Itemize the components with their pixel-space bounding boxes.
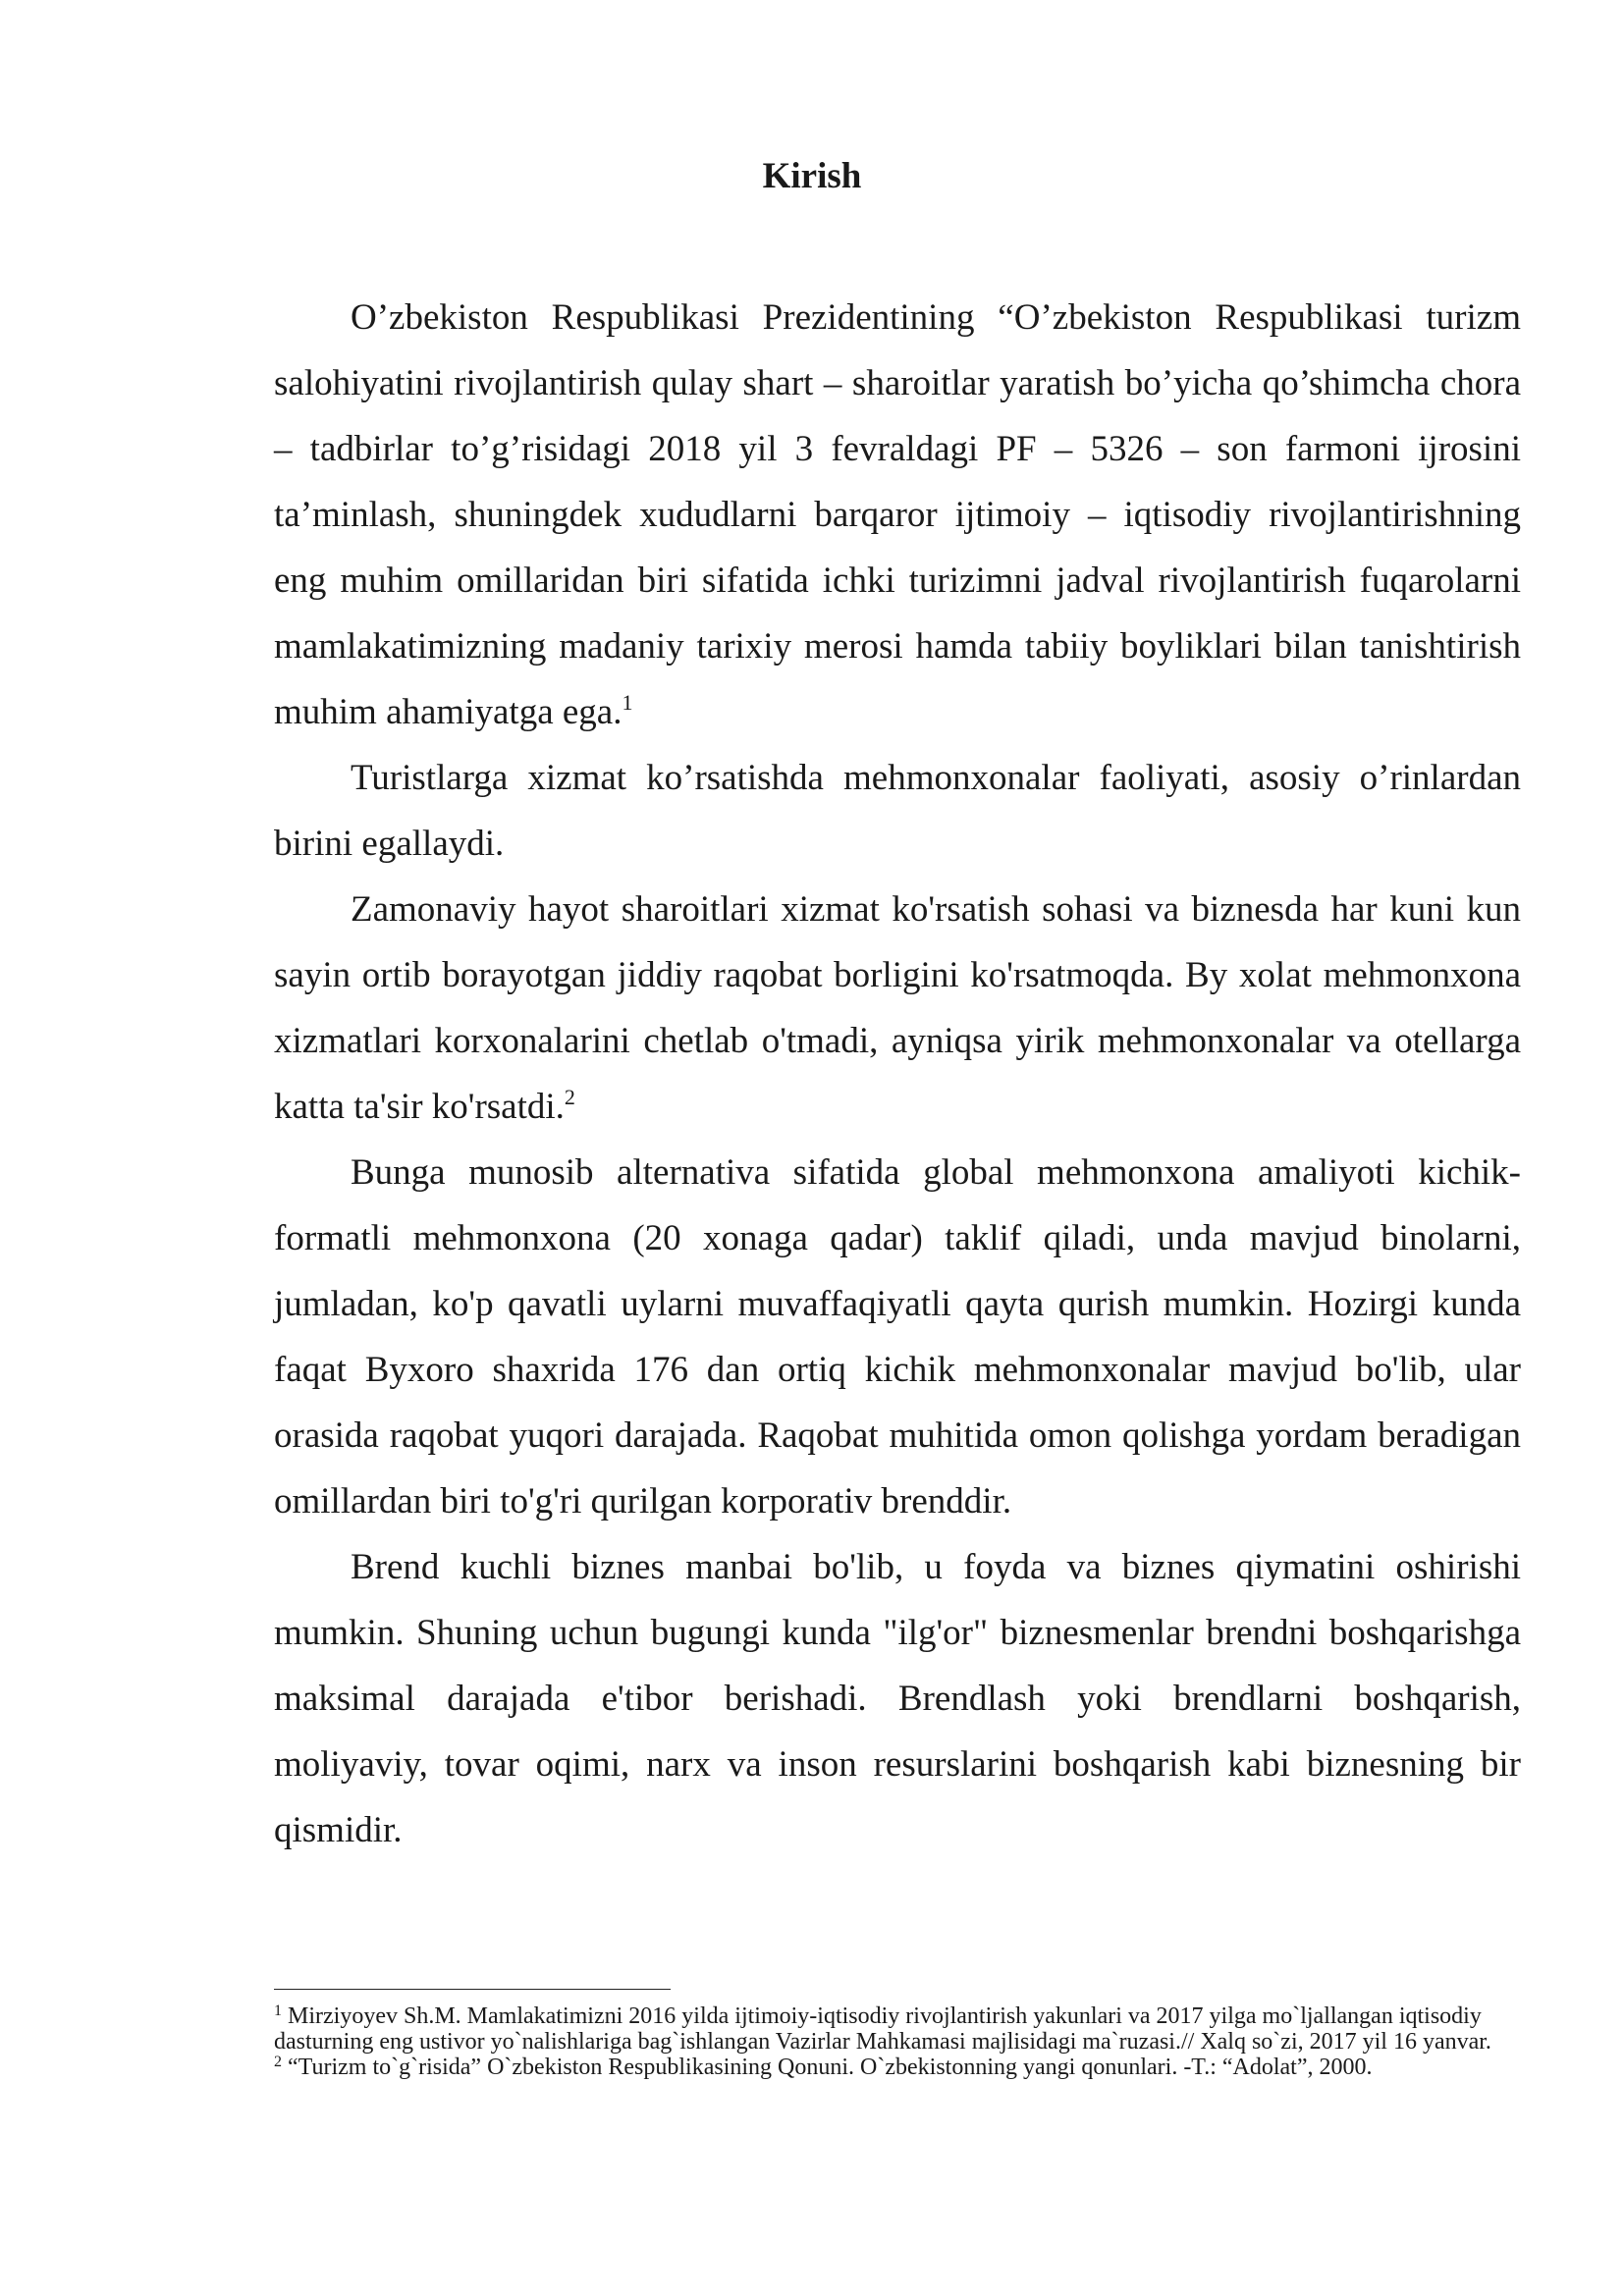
paragraph-text: Bunga munosib alternativa sifatida global mehmonxona amaliyoti kichik-formatli mehmonxona (20 xonaga qadar) taklif qiladi, unda mavjud binolarni, jumladan, ko'p qavatli uylarni muvaffaqiyatli qayta qurish mumkin. Hozirgi kunda faqat Byxoro shaxrida 176 dan ortiq kichik mehmonxonalar mavjud bo'lib, ular orasida raqobat yuqori darajada. Raqobat muhitida omon qolishga yordam beradigan omillardan biri to'g'ri qurilgan korporativ brenddir.: [274, 1152, 1521, 1522]
page-title: Kirish: [762, 156, 862, 196]
footnote-ref[interactable]: 2: [564, 1085, 575, 1109]
footnote-text: Mirziyoyev Sh.M. Mamlakatimizni 2016 yilda ijtimoiy-iqtisodiy rivojlantirish yakunlari va 2017 yilga mo`ljallangan iqtisodiy dasturning eng ustivor yo`nalishlariga bag`ishlangan Vazirlar Mahkamasi majlisidagi ma`ruzasi.// Xalq so`zi, 2017 yil 16 yanvar.: [274, 2003, 1491, 2055]
footnote-marker: 1: [274, 2002, 282, 2019]
paragraph: [274, 285, 1521, 745]
paragraph-text: Turistlarga xizmat ko’rsatishda mehmonxonalar faoliyati, asosiy o’rinlardan birini egallaydi.: [274, 758, 1521, 864]
paragraph: [274, 877, 1521, 1140]
paragraph-text: O’zbekiston Respublikasi Prezidentining “O’zbekiston Respublikasi turizm salohiyatini rivojlantirish qulay shart – sharoitlar yaratish bo’yicha qo’shimcha chora – tadbirlar to’g’risidagi 2018 yil 3 fevraldagi PF – 5326 – son farmoni ijrosini ta’minlash, shuningdek xududlarni barqaror ijtimoiy – iqtisodiy rivojlantirishning eng muhim omillaridan biri sifatida ichki turizimni jadval rivojlantirish fuqarolarni mamlakatimizning madaniy tarixiy merosi hamda tabiiy boyliklari bilan tanishtirish muhim ahamiyatga ega.: [274, 297, 1521, 732]
body-text: [274, 285, 1521, 1863]
paragraph-text: Zamonaviy hayot sharoitlari xizmat ko'rsatish sohasi va biznesda har kuni kun sayin ortib borayotgan jiddiy raqobat borligini ko'rsatmoqda. By xolat mehmonxona xizmatlari korxonalarini chetlab o'tmadi, ayniqsa yirik mehmonxonalar va otellarga katta ta'sir ko'rsatdi.: [274, 889, 1521, 1127]
footnote-separator: [274, 1989, 671, 1990]
footnote-text: “Turizm to`g`risida” O`zbekiston Respublikasining Qonuni. O`zbekistonning yangi qonunlari. -T.: “Adolat”, 2000.: [282, 2055, 1373, 2080]
footnote: [274, 2003, 1516, 2055]
paragraph: [274, 745, 1521, 877]
paragraph-text: Brend kuchli biznes manbai bo'lib, u foyda va biznes qiymatini oshirishi mumkin. Shuning uchun bugungi kunda "ilg'or" biznesmenlar brendni boshqarishga maksimal darajada e'tibor berishadi. Brendlash yoki brendlarni boshqarish, moliyaviy, tovar oqimi, narx va inson resurslarini boshqarish kabi biznesning bir qismidir.: [274, 1547, 1521, 1850]
footnote-marker: 2: [274, 2054, 282, 2070]
paragraph: [274, 1534, 1521, 1863]
footnote-ref[interactable]: 1: [622, 690, 633, 715]
footnote: [274, 2055, 1516, 2080]
paragraph: [274, 1140, 1521, 1534]
footnotes: [274, 2003, 1516, 2080]
